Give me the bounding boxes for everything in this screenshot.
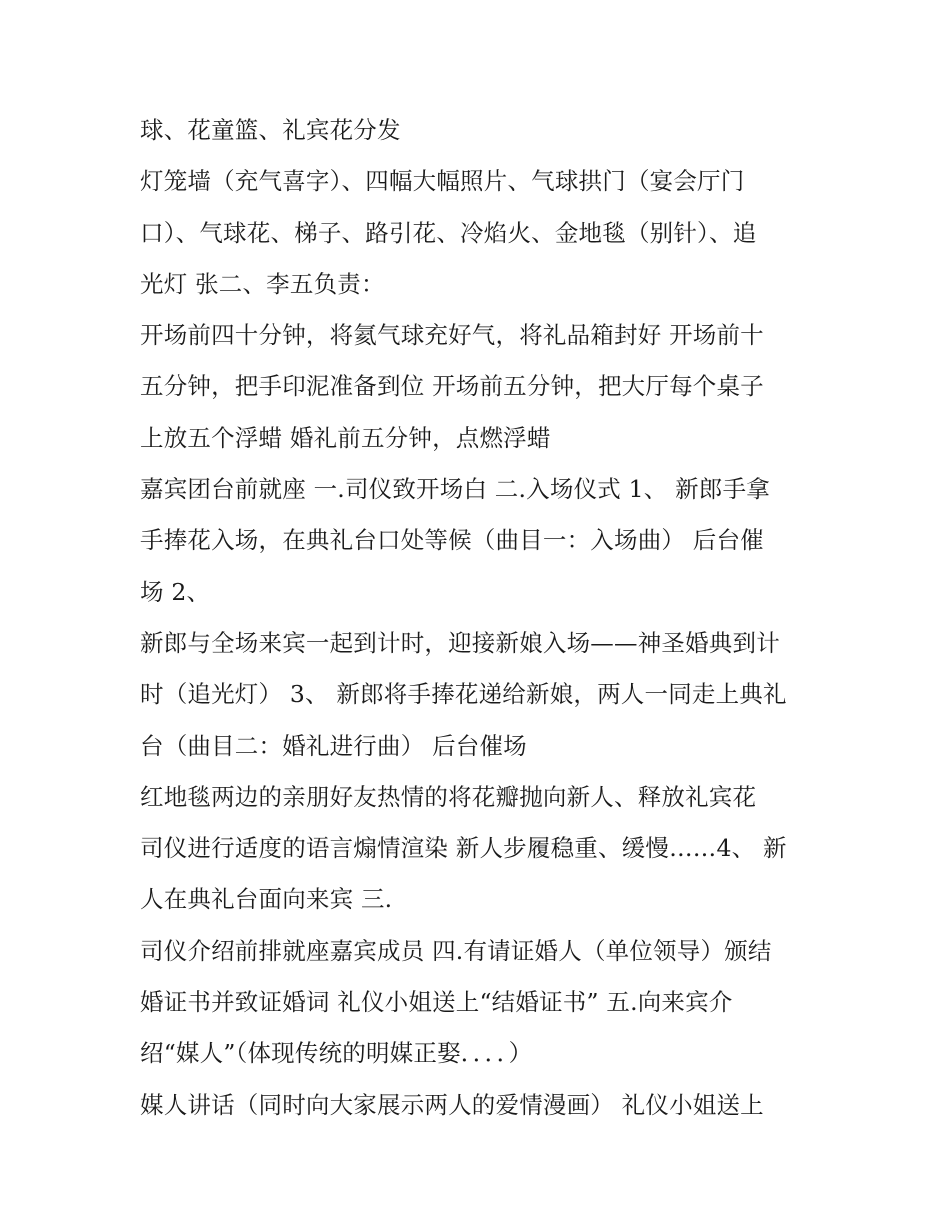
text-line: 场 2、 [140,577,211,606]
text-line: 光灯 张二、李五负责： [140,269,385,298]
text-line: 球、花童篮、礼宾花分发 [140,116,401,144]
text-line: 绍“媒人”（体现传统的明媒正娶．．．．） [140,1039,533,1068]
text-line: 五分钟，把手印泥准备到位 开场前五分钟，把大厅每个桌子 [140,372,764,401]
text-line: 台（曲目二：婚礼进行曲） 后台催场 [140,731,527,760]
text-line: 时（追光灯） 3、 新郎将手捧花递给新娘，两人一同走上典礼 [140,680,787,709]
text-line: 嘉宾团台前就座 一.司仪致开场白 二.入场仪式 1、 新郎手拿 [140,475,770,504]
text-line: 手捧花入场，在典礼台口处等候（曲目一：入场曲） 后台催 [140,526,764,555]
text-line: 新郎与全场来宾一起到计时，迎接新娘入场——神圣婚典到计 [140,628,780,657]
text-line: 红地毯两边的亲朋好友热情的将花瓣抛向新人、释放礼宾花 [140,782,757,811]
text-line: 司仪进行适度的语言煽情渲染 新人步履稳重、缓慢……4、 新 [140,834,787,863]
text-line: 媒人讲话（同时向大家展示两人的爱情漫画） 礼仪小姐送上 [140,1090,764,1119]
text-line: 开场前四十分钟，将氦气球充好气，将礼品箱封好 开场前十 [140,321,764,350]
text-line: 人在典礼台面向来宾 三. [140,885,393,914]
text-line: 上放五个浮蜡 婚礼前五分钟，点燃浮蜡 [140,423,551,452]
text-line: 婚证书并致证婚词 礼仪小姐送上“结婚证书” 五.向来宾介 [140,988,733,1017]
body-text [140,105,830,1131]
text-line: 司仪介绍前排就座嘉宾成员 四.有请证婚人（单位领导）颁结 [140,936,772,965]
text-line: 灯笼墙（充气喜字）、四幅大幅照片、气球拱门（宴会厅门 [140,167,745,196]
text-line: 口）、气球花、梯子、路引花、冷焰火、金地毯（别针）、追 [140,218,757,247]
